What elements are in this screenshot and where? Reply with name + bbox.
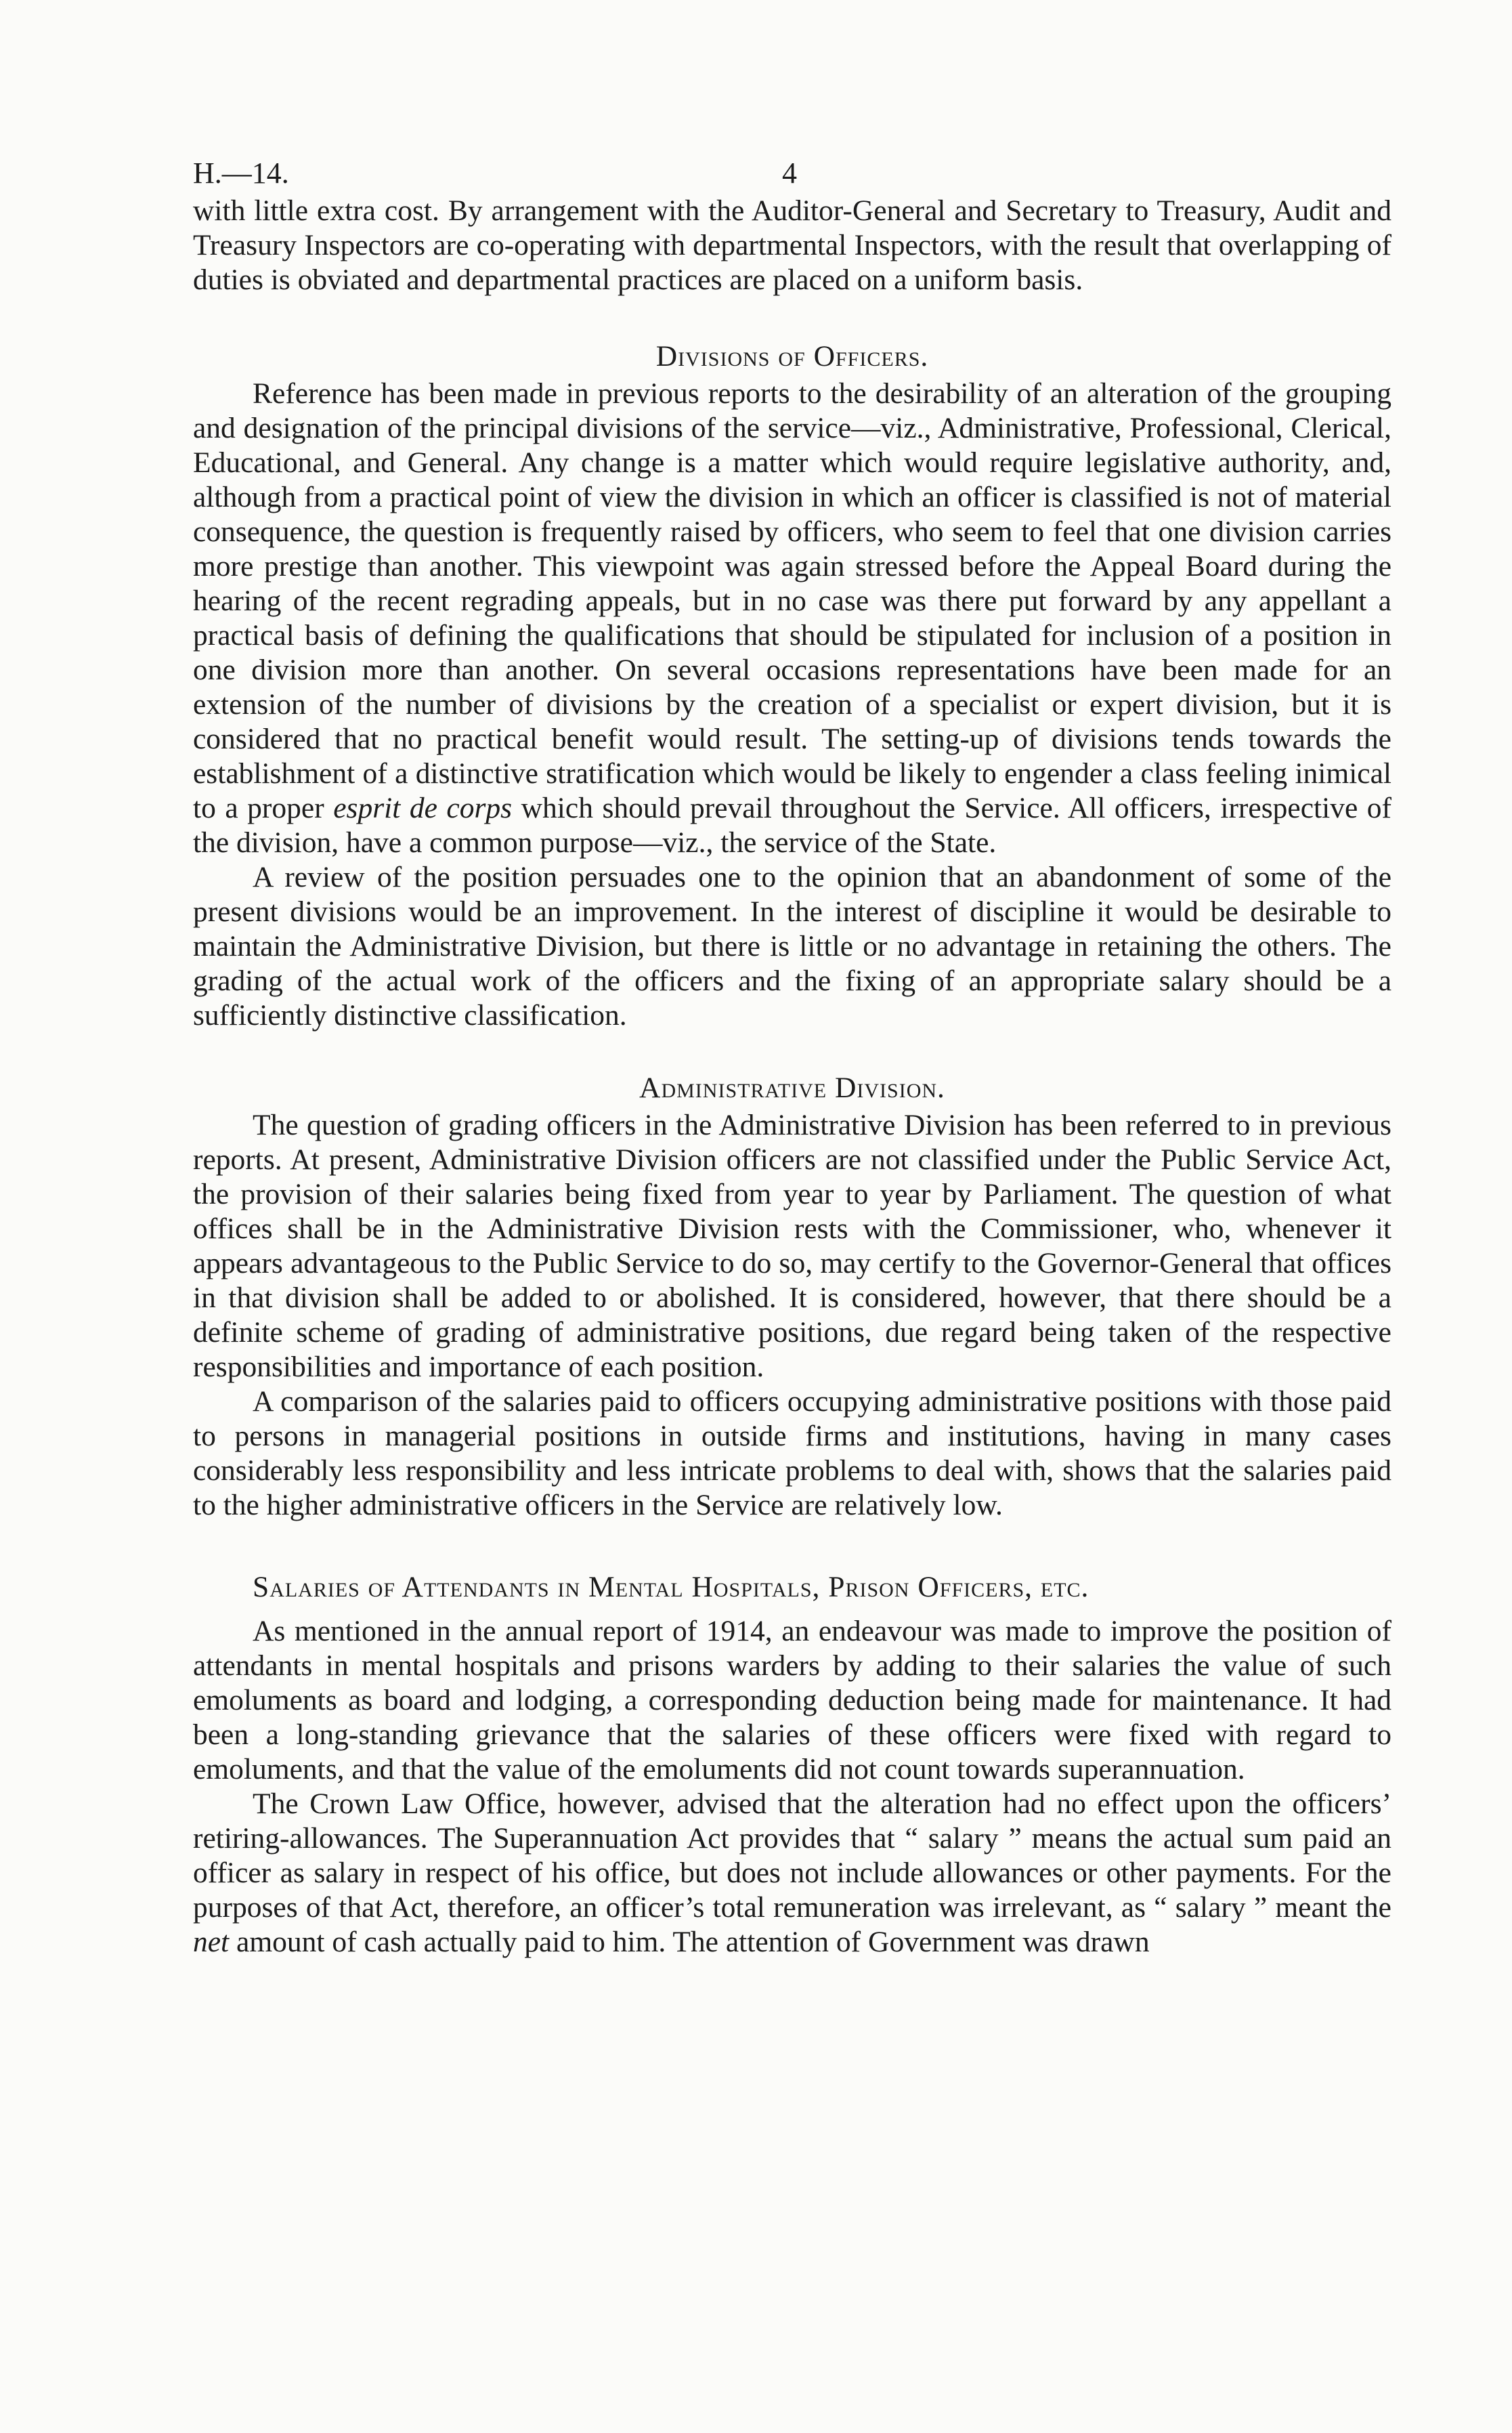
divisions-p1-text-b: which should prevail throughout the Service. All officers, irrespective of the division, have a common purpose—viz., the service of the State.	[193, 792, 1392, 859]
divisions-paragraph-1	[193, 377, 1391, 860]
salaries-p2-text-b: amount of cash actually paid to him. The attention of Government was drawn	[236, 1926, 1150, 1958]
divisions-heading: Divisions of Officers.	[655, 340, 929, 373]
administrative-paragraph-2: A comparison of the salaries paid to officers occupying administrative positions with those paid to persons in managerial positions in outside firms and institutions, having in many cases considerably less responsibility and less intricate problems to deal with, shows that the salaries paid to the higher administrative officers in the Service are relatively low.	[193, 1385, 1391, 1521]
salaries-p2-text-a: The Crown Law Office, however, advised that the alteration had no effect upon the officers’ retiring-allowances. The Superannuation Act provides that “ salary ” means the actual sum paid an officer as salary in respect of his office, but does not include allowances or other payments. For the purposes of that Act, therefore, an officer’s total remuneration was irrelevant, as “ salary ” meant the	[193, 1787, 1391, 1924]
divisions-p1-text-a: Reference has been made in previous reports to the desirability of an alteration of the grouping and designation of the principal divisions of the service—viz., Administrative, Professional, Clerical, Educational, and General. Any change is a matter which would require legislative authority, and, although from a practical point of view the division in which an officer is classified is not of material consequence, the question is frequently raised by officers, who seem to feel that one division carries more prestige than another. This viewpoint was again stressed before the Appeal Board during the hearing of the recent regrading appeals, but in no case was there put forward by any appellant a practical basis of defining the qualifications that should be stipulated for inclusion of a position in one division more than another. On several occasions representations have been made for an extension of the number of divisions by the creation of a specialist or expert division, but it is considered that no practical benefit would result. The setting-up of divisions tends towards the establishment of a distinctive stratification which would be likely to engender a class feeling inimical to a proper	[193, 377, 1391, 824]
salaries-p2-italic: net	[193, 1926, 230, 1958]
document-page	[193, 135, 1391, 1960]
salaries-heading: Salaries of Attendants in Mental Hospitals, Prison Officers, etc.	[253, 1571, 1089, 1603]
salaries-paragraph-1: As mentioned in the annual report of 1914, an endeavour was made to improve the position of attendants in mental hospitals and prisons warders by adding to their salaries the value of such emoluments as board and lodging, a corresponding deduction being made for maintenance. It had been a long-standing grievance that the salaries of these officers were fixed with regard to emoluments, and that the value of the emoluments did not count towards superannuation.	[193, 1615, 1391, 1785]
document-body	[193, 194, 1391, 1960]
page-header	[193, 135, 1391, 194]
salaries-paragraph-2	[193, 1787, 1391, 1960]
divisions-paragraph-2: A review of the position persuades one to the opinion that an abandonment of some of the present divisions would be an improvement. In the interest of discipline it would be desirable to maintain the Administrative Division, but there is little or no advantage in retaining the others. The grading of the actual work of the officers and the fixing of an appropriate salary should be a sufficiently distinctive classification.	[193, 861, 1391, 1032]
administrative-paragraph-1: The question of grading officers in the Administrative Division has been referred to in previous reports. At present, Administrative Division officers are not classified under the Public Service Act, the provision of their salaries being fixed from year to year by Parliament. The question of what offices shall be in the Administrative Division rests with the Commissioner, who, whenever it appears advantageous to the Public Service to do so, may certify to the Governor-General that offices in that division shall be added to or abolished. It is considered, however, that there should be a definite scheme of grading of administrative positions, due regard being taken of the respective responsibilities and importance of each position.	[193, 1109, 1391, 1383]
document-reference: H.—14.	[193, 156, 289, 190]
page-number: 4	[782, 156, 797, 190]
divisions-p1-italic: esprit de corps	[333, 792, 513, 824]
administrative-heading: Administrative Division.	[639, 1072, 945, 1104]
intro-paragraph: with little extra cost. By arrangement with the Auditor-General and Secretary to Treasury, Audit and Treasury Inspectors are co-operating with departmental Inspectors, with the result that overlapping of duties is obviated and departmental practices are placed on a uniform basis.	[193, 194, 1391, 296]
